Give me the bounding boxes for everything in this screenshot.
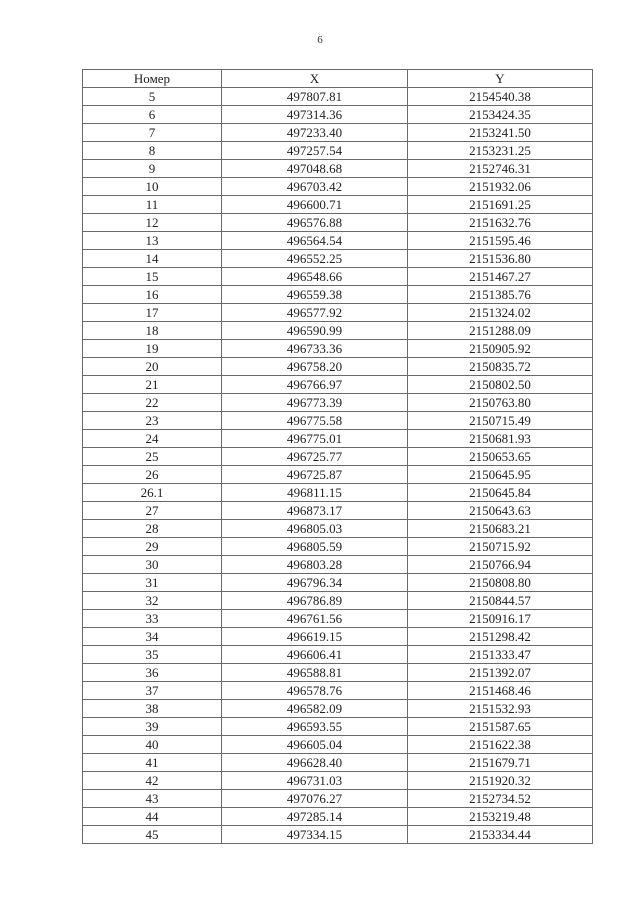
cell-number: 28 (83, 520, 222, 538)
cell-x: 497314.36 (222, 106, 408, 124)
cell-y: 2150808.80 (408, 574, 593, 592)
header-x: X (222, 70, 408, 88)
cell-x: 496731.03 (222, 772, 408, 790)
cell-y: 2151392.07 (408, 664, 593, 682)
table-body (83, 88, 593, 844)
cell-y: 2153241.50 (408, 124, 593, 142)
table-row (83, 286, 593, 304)
cell-x: 497285.14 (222, 808, 408, 826)
cell-y: 2150916.17 (408, 610, 593, 628)
cell-x: 496758.20 (222, 358, 408, 376)
cell-number: 31 (83, 574, 222, 592)
cell-x: 496619.15 (222, 628, 408, 646)
header-number: Номер (83, 70, 222, 88)
cell-x: 496805.03 (222, 520, 408, 538)
cell-y: 2151333.47 (408, 646, 593, 664)
cell-y: 2153219.48 (408, 808, 593, 826)
cell-number: 14 (83, 250, 222, 268)
cell-number: 21 (83, 376, 222, 394)
cell-y: 2153424.35 (408, 106, 593, 124)
table-row (83, 772, 593, 790)
cell-number: 17 (83, 304, 222, 322)
cell-x: 497076.27 (222, 790, 408, 808)
cell-x: 496775.58 (222, 412, 408, 430)
table-row (83, 232, 593, 250)
cell-x: 496605.04 (222, 736, 408, 754)
cell-y: 2150844.57 (408, 592, 593, 610)
cell-number: 18 (83, 322, 222, 340)
table-row (83, 124, 593, 142)
cell-number: 11 (83, 196, 222, 214)
table-row (83, 376, 593, 394)
cell-number: 33 (83, 610, 222, 628)
cell-number: 42 (83, 772, 222, 790)
cell-number: 6 (83, 106, 222, 124)
table-row (83, 178, 593, 196)
cell-x: 496873.17 (222, 502, 408, 520)
cell-y: 2151595.46 (408, 232, 593, 250)
cell-x: 496588.81 (222, 664, 408, 682)
cell-x: 496559.38 (222, 286, 408, 304)
cell-y: 2151632.76 (408, 214, 593, 232)
cell-x: 496766.97 (222, 376, 408, 394)
cell-x: 497807.81 (222, 88, 408, 106)
cell-number: 22 (83, 394, 222, 412)
table-header-row (83, 70, 593, 88)
cell-y: 2151622.38 (408, 736, 593, 754)
cell-number: 24 (83, 430, 222, 448)
table-row (83, 394, 593, 412)
cell-x: 496578.76 (222, 682, 408, 700)
table-row (83, 196, 593, 214)
cell-y: 2151288.09 (408, 322, 593, 340)
cell-y: 2151679.71 (408, 754, 593, 772)
cell-number: 37 (83, 682, 222, 700)
cell-x: 496548.66 (222, 268, 408, 286)
table-row (83, 826, 593, 844)
cell-number: 40 (83, 736, 222, 754)
cell-y: 2153231.25 (408, 142, 593, 160)
cell-y: 2150715.49 (408, 412, 593, 430)
cell-x: 496552.25 (222, 250, 408, 268)
cell-x: 496775.01 (222, 430, 408, 448)
cell-number: 26.1 (83, 484, 222, 502)
cell-number: 29 (83, 538, 222, 556)
cell-y: 2150681.93 (408, 430, 593, 448)
table-row (83, 736, 593, 754)
table-row (83, 304, 593, 322)
cell-number: 38 (83, 700, 222, 718)
cell-number: 44 (83, 808, 222, 826)
table-row (83, 610, 593, 628)
cell-y: 2151691.25 (408, 196, 593, 214)
cell-y: 2150645.95 (408, 466, 593, 484)
coordinates-table (82, 69, 593, 844)
cell-number: 15 (83, 268, 222, 286)
cell-x: 496805.59 (222, 538, 408, 556)
cell-x: 496725.87 (222, 466, 408, 484)
cell-x: 496582.09 (222, 700, 408, 718)
table-row (83, 106, 593, 124)
cell-number: 43 (83, 790, 222, 808)
table-header (83, 70, 593, 88)
table-row (83, 142, 593, 160)
cell-x: 496796.34 (222, 574, 408, 592)
cell-x: 496600.71 (222, 196, 408, 214)
cell-number: 34 (83, 628, 222, 646)
table-row (83, 340, 593, 358)
cell-y: 2150905.92 (408, 340, 593, 358)
cell-number: 12 (83, 214, 222, 232)
table-row (83, 682, 593, 700)
table-row (83, 718, 593, 736)
table-row (83, 664, 593, 682)
cell-x: 496725.77 (222, 448, 408, 466)
cell-x: 496590.99 (222, 322, 408, 340)
cell-x: 496761.56 (222, 610, 408, 628)
table-row (83, 502, 593, 520)
cell-number: 30 (83, 556, 222, 574)
cell-number: 5 (83, 88, 222, 106)
cell-number: 20 (83, 358, 222, 376)
cell-number: 16 (83, 286, 222, 304)
cell-number: 26 (83, 466, 222, 484)
cell-y: 2151385.76 (408, 286, 593, 304)
cell-x: 497233.40 (222, 124, 408, 142)
cell-y: 2154540.38 (408, 88, 593, 106)
cell-y: 2152734.52 (408, 790, 593, 808)
cell-x: 496786.89 (222, 592, 408, 610)
table-row (83, 628, 593, 646)
header-y: Y (408, 70, 593, 88)
cell-number: 35 (83, 646, 222, 664)
cell-number: 27 (83, 502, 222, 520)
table-row (83, 466, 593, 484)
cell-number: 10 (83, 178, 222, 196)
cell-y: 2150766.94 (408, 556, 593, 574)
cell-y: 2150715.92 (408, 538, 593, 556)
table-row (83, 520, 593, 538)
cell-x: 496733.36 (222, 340, 408, 358)
cell-x: 496576.88 (222, 214, 408, 232)
cell-x: 496773.39 (222, 394, 408, 412)
cell-x: 497048.68 (222, 160, 408, 178)
table-row (83, 268, 593, 286)
table-row (83, 700, 593, 718)
cell-x: 496803.28 (222, 556, 408, 574)
cell-number: 39 (83, 718, 222, 736)
cell-y: 2150835.72 (408, 358, 593, 376)
cell-number: 23 (83, 412, 222, 430)
table-row (83, 160, 593, 178)
cell-number: 41 (83, 754, 222, 772)
cell-y: 2151324.02 (408, 304, 593, 322)
cell-y: 2150643.63 (408, 502, 593, 520)
cell-y: 2151532.93 (408, 700, 593, 718)
cell-y: 2151932.06 (408, 178, 593, 196)
table-row (83, 556, 593, 574)
table-row (83, 754, 593, 772)
cell-y: 2150653.65 (408, 448, 593, 466)
table-row (83, 250, 593, 268)
cell-number: 8 (83, 142, 222, 160)
cell-y: 2152746.31 (408, 160, 593, 178)
table-row (83, 358, 593, 376)
cell-x: 496564.54 (222, 232, 408, 250)
table-row (83, 88, 593, 106)
cell-y: 2150645.84 (408, 484, 593, 502)
table-row (83, 646, 593, 664)
cell-y: 2150683.21 (408, 520, 593, 538)
cell-number: 25 (83, 448, 222, 466)
page-number: 6 (317, 34, 323, 46)
cell-y: 2153334.44 (408, 826, 593, 844)
cell-x: 496606.41 (222, 646, 408, 664)
cell-y: 2151468.46 (408, 682, 593, 700)
cell-number: 7 (83, 124, 222, 142)
cell-number: 19 (83, 340, 222, 358)
cell-x: 496703.42 (222, 178, 408, 196)
cell-number: 45 (83, 826, 222, 844)
cell-number: 13 (83, 232, 222, 250)
table-row (83, 484, 593, 502)
cell-x: 496577.92 (222, 304, 408, 322)
cell-x: 497334.15 (222, 826, 408, 844)
cell-y: 2151587.65 (408, 718, 593, 736)
table-row (83, 592, 593, 610)
table-row (83, 790, 593, 808)
cell-y: 2150763.80 (408, 394, 593, 412)
cell-x: 496628.40 (222, 754, 408, 772)
table-row (83, 538, 593, 556)
cell-number: 36 (83, 664, 222, 682)
cell-x: 496811.15 (222, 484, 408, 502)
cell-y: 2151920.32 (408, 772, 593, 790)
cell-y: 2151467.27 (408, 268, 593, 286)
table-row (83, 448, 593, 466)
cell-y: 2151298.42 (408, 628, 593, 646)
table-row (83, 808, 593, 826)
cell-number: 32 (83, 592, 222, 610)
cell-y: 2151536.80 (408, 250, 593, 268)
cell-y: 2150802.50 (408, 376, 593, 394)
table-row (83, 214, 593, 232)
table-row (83, 322, 593, 340)
cell-x: 497257.54 (222, 142, 408, 160)
cell-x: 496593.55 (222, 718, 408, 736)
cell-number: 9 (83, 160, 222, 178)
table-row (83, 574, 593, 592)
table-row (83, 412, 593, 430)
table-row (83, 430, 593, 448)
